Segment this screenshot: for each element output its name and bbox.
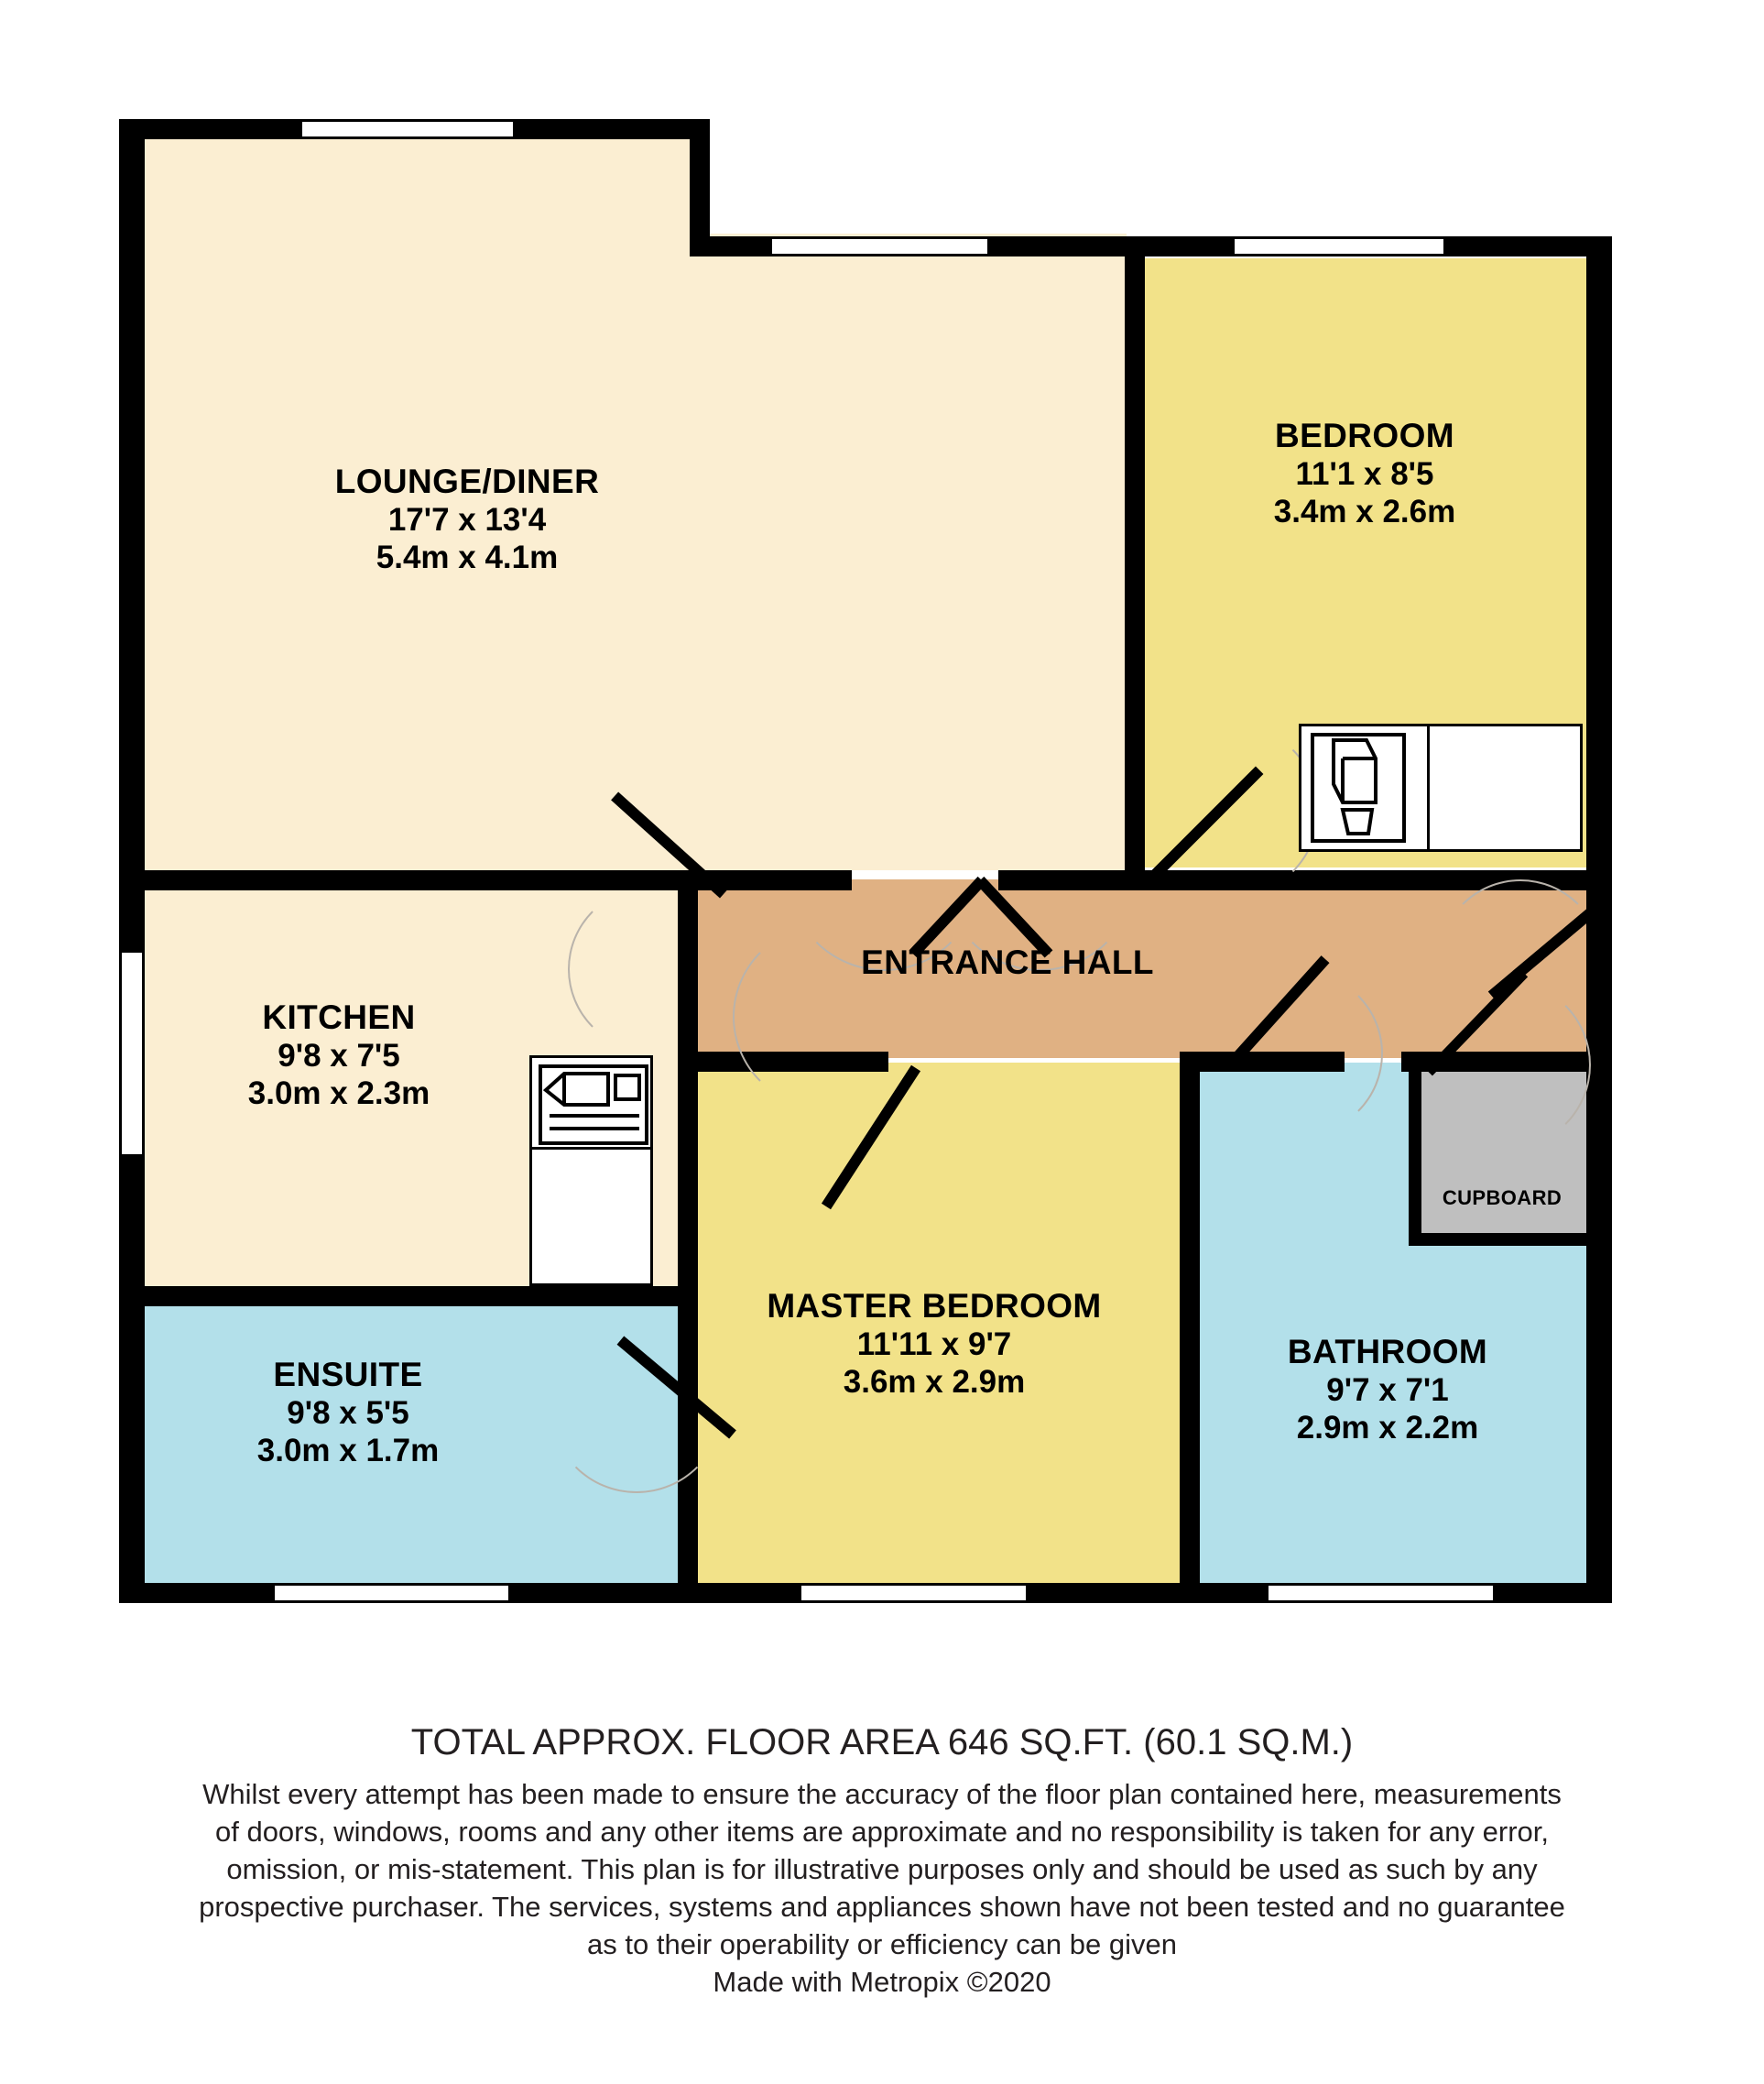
label-master-bedroom-name: MASTER BEDROOM: [767, 1287, 1102, 1325]
door-arc-lounge-right: [943, 779, 1136, 971]
label-ensuite: [156, 1356, 540, 1469]
wall-bottom-mid-right: [1026, 1583, 1269, 1603]
wall-bottom-right: [1493, 1583, 1612, 1603]
wall-cupboard-bottom: [1409, 1233, 1601, 1246]
label-bathroom-name: BATHROOM: [1287, 1333, 1488, 1370]
wall-bottom-mid-left: [508, 1583, 801, 1603]
label-lounge-diner-metric: 5.4m x 4.1m: [376, 539, 559, 575]
wall-lounge-step-vertical: [690, 119, 710, 247]
wall-top-right: [1443, 236, 1606, 256]
window-top-middle: [772, 236, 987, 256]
disclaimer-line-2: of doors, windows, rooms and any other items are approximate and no responsibility is taken for any error,: [214, 1815, 1549, 1848]
wall-lounge-step-horizontal: [690, 236, 772, 256]
disclaimer: [0, 1776, 1764, 1964]
window-lounge-top: [302, 119, 513, 139]
disclaimer-line-1: Whilst every attempt has been made to ensure the accuracy of the floor plan contained here, measurements: [202, 1778, 1562, 1810]
label-entrance-hall-name: ENTRANCE HALL: [861, 944, 1154, 981]
label-ensuite-metric: 3.0m x 1.7m: [256, 1432, 440, 1468]
window-bathroom-bottom: [1269, 1583, 1493, 1603]
wall-top-lounge-right: [513, 119, 710, 139]
wall-left-outer-lower: [119, 1154, 145, 1603]
kitchen-fixture-divider: [529, 1147, 653, 1150]
made-with-credit: Made with Metropix ©2020: [713, 1965, 1051, 1998]
disclaimer-line-5: as to their operability or efficiency can be given: [587, 1927, 1177, 1960]
wall-top-middle-right: [987, 236, 1235, 256]
window-bedroom-top: [1235, 236, 1443, 256]
wall-top-lounge-left: [119, 119, 302, 139]
disclaimer-line-3: omission, or mis-statement. This plan is for illustrative purposes only and should be used as such by any: [226, 1852, 1538, 1885]
wall-cupboard-left: [1409, 1063, 1421, 1246]
wall-lounge-bedroom: [1125, 256, 1145, 879]
label-entrance-hall: [705, 944, 1310, 983]
label-ensuite-name: ENSUITE: [273, 1356, 423, 1393]
door-arc-cupboard: [1421, 980, 1591, 1150]
label-lounge-diner-imperial: 17'7 x 13'4: [387, 501, 547, 538]
label-bedroom-name: BEDROOM: [1274, 417, 1455, 454]
window-master-bottom: [801, 1583, 1026, 1603]
label-kitchen-name: KITCHEN: [262, 998, 416, 1036]
bedroom-appliance-icon: [1308, 731, 1409, 845]
label-kitchen-imperial: 9'8 x 7'5: [278, 1037, 400, 1074]
label-bathroom: [1191, 1333, 1584, 1446]
label-master-bedroom-imperial: 11'11 x 9'7: [856, 1326, 1012, 1362]
label-master-bedroom-metric: 3.6m x 2.9m: [843, 1363, 1026, 1400]
label-bedroom-imperial: 11'1 x 8'5: [1295, 455, 1434, 492]
label-bathroom-imperial: 9'7 x 7'1: [1326, 1371, 1449, 1408]
label-lounge-diner: [220, 463, 714, 576]
footer: [0, 1722, 1764, 1999]
label-kitchen-metric: 3.0m x 2.3m: [247, 1075, 430, 1111]
wall-bottom-left: [119, 1583, 275, 1603]
wall-right-outer-mid: [1586, 713, 1612, 878]
wall-lounge-bottom-left: [119, 870, 678, 890]
label-kitchen: [147, 998, 531, 1112]
kitchen-appliance-icon: [537, 1063, 650, 1147]
label-cupboard-name: CUPBOARD: [1442, 1186, 1563, 1209]
total-floor-area: TOTAL APPROX. FLOOR AREA 646 SQ.FT. (60.1 SQ.M.): [410, 1722, 1354, 1762]
label-lounge-diner-name: LOUNGE/DINER: [334, 463, 600, 500]
door-arc-bedroom: [1145, 724, 1319, 898]
disclaimer-line-4: prospective purchaser. The services, systems and appliances shown have not been tested and no guarantee: [199, 1890, 1565, 1923]
label-master-bedroom: [678, 1287, 1191, 1401]
wall-left-outer-upper: [119, 119, 145, 953]
window-ensuite-bottom: [275, 1583, 508, 1603]
window-kitchen-left: [119, 953, 145, 1154]
label-ensuite-imperial: 9'8 x 5'5: [287, 1394, 409, 1431]
label-bathroom-metric: 2.9m x 2.2m: [1296, 1409, 1479, 1446]
wall-kitchen-ensuite: [119, 1286, 691, 1306]
bedroom-fixture-divider: [1427, 724, 1430, 852]
label-bedroom: [1127, 417, 1603, 530]
label-cupboard: [1415, 1186, 1589, 1210]
label-bedroom-metric: 3.4m x 2.6m: [1273, 493, 1456, 529]
